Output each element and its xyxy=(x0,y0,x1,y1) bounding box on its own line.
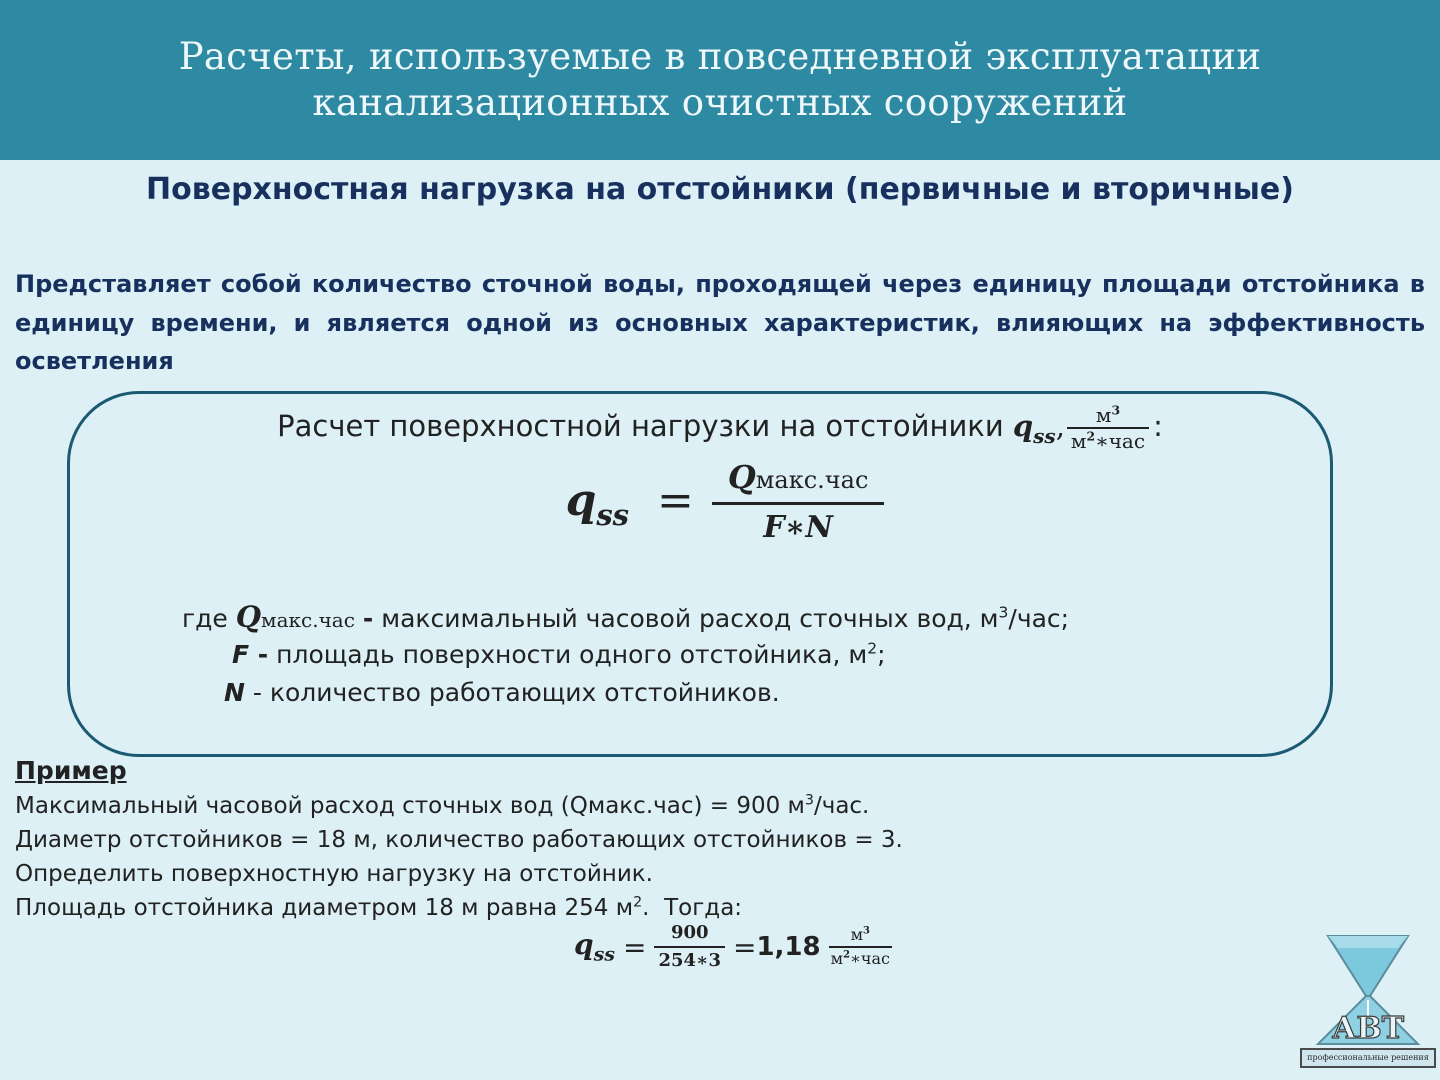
definition-n: N - количество работающих отстойников. xyxy=(224,678,780,707)
title-colon: : xyxy=(1153,409,1163,443)
qss-symbol: $q_{ss}$ xyxy=(1012,409,1056,448)
formula-denominator: F∗N xyxy=(712,502,885,551)
company-logo xyxy=(1298,930,1438,1070)
result-equals-2: = xyxy=(733,930,757,964)
example-line-1: Максимальный часовой расход сточных вод (Qмакс.час) = 900 $м^3$/час. xyxy=(15,792,870,819)
example-result-formula xyxy=(574,920,892,974)
header-title-line-2: канализационных очистных сооружений xyxy=(312,81,1128,124)
definition-f: F - площадь поверхности одного отстойника, $м^2$; xyxy=(232,639,886,669)
formula-lhs: $q_{ss}$ xyxy=(565,475,629,532)
header-title-line-1: Расчеты, используемые в повседневной эксплуатации xyxy=(178,35,1262,78)
example-line-4: Площадь отстойника диаметром 18 м равна 254 $м^2$. Тогда: xyxy=(15,894,743,921)
result-equals: = xyxy=(622,930,647,964)
example-line-3: Определить поверхностную нагрузку на отстойник. xyxy=(15,861,653,887)
result-value: 1,18 xyxy=(756,932,821,962)
result-symbol: $q_{ss}$ xyxy=(574,928,615,966)
definition-paragraph: Представляет собой количество сточной воды, проходящей через единицу площади отстойника в единицу времени, и является одной из основных характеристик, влияющих на эффективность осветления xyxy=(15,270,1425,375)
result-unit-fraction: $\frac{м^3}{м^2∗час}$ xyxy=(830,925,890,968)
calculation-title-text: Расчет поверхностной нагрузки на отстойники xyxy=(277,409,1004,443)
formula-fraction xyxy=(722,455,875,551)
formula-equals: = xyxy=(657,475,694,526)
title-comma: , xyxy=(1055,409,1065,443)
logo-tagline: профессиональные решения xyxy=(1300,1048,1436,1068)
section-title: Поверхностная нагрузка на отстойники (первичные и вторичные) xyxy=(146,172,1294,207)
unit-fraction: $\frac{м^3}{м^2∗час}$ xyxy=(1067,403,1149,453)
example-line-2: Диаметр отстойников = 18 м, количество работающих отстойников = 3. xyxy=(15,827,903,853)
formula-numerator: Qмакс.час xyxy=(727,458,869,496)
result-fraction: $\frac{900}{254∗3}$ xyxy=(654,920,725,974)
logo-letters: АВТ xyxy=(1331,1011,1405,1046)
example-heading: Пример xyxy=(15,756,127,785)
main-formula xyxy=(0,455,1440,551)
definition-q: где Qмакс.час - максимальный часовой расход сточных вод, $м^3$/час; xyxy=(182,600,1070,634)
header-banner xyxy=(0,0,1440,160)
